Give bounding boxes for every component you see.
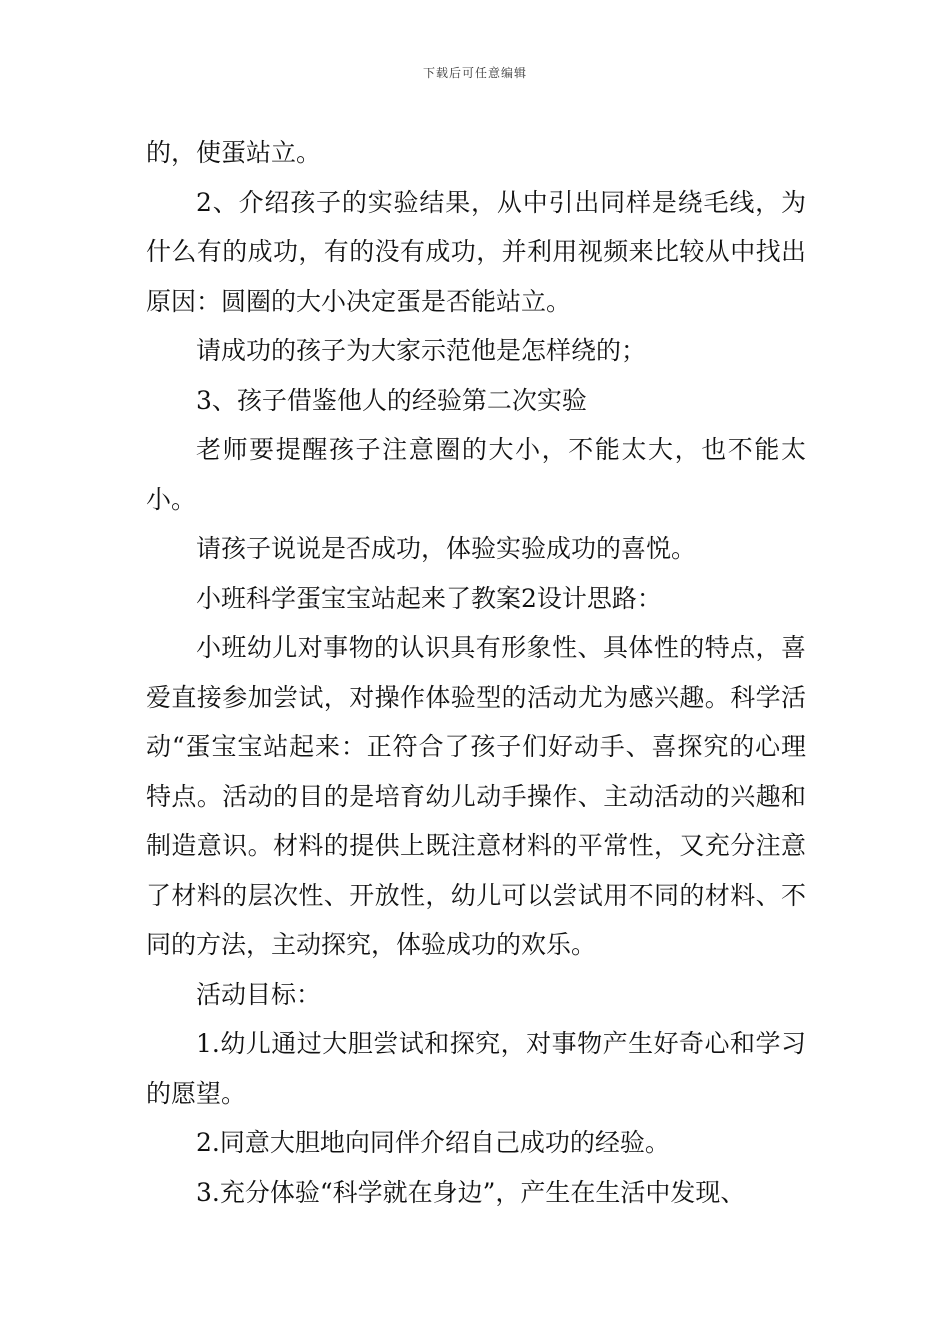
paragraph-8: 小班幼儿对事物的认识具有形象性、具体性的特点，喜爱直接参加尝试，对操作体验型的活动尤为感兴趣。科学活动“蛋宝宝站起来：正符合了孩子们好动手、喜探究的心理特点。活动的目的是培育幼儿动手操作、主动活动的兴趣和制造意识。材料的提供上既注意材料的平常性，又充分注意了材料的层次性、开放性，幼儿可以尝试用不同的材料、不同的方法，主动探究，体验成功的欢乐。	[146, 633, 806, 959]
paragraph-3: 请成功的孩子为大家示范他是怎样绕的；	[196, 336, 647, 365]
document-body	[146, 128, 806, 1217]
paragraph-12: 3.充分体验“科学就在身边”，产生在生活中发现、	[196, 1177, 746, 1207]
paragraph-7: 小班科学蛋宝宝站起来了教案2设计思路：	[196, 583, 662, 613]
paragraph-6: 请孩子说说是否成功，体验实验成功的喜悦。	[196, 534, 697, 563]
paragraph-9: 活动目标：	[196, 979, 322, 1009]
paragraph-4: 3、孩子借鉴他人的经验第二次实验	[196, 385, 587, 415]
paragraph-2: 2、介绍孩子的实验结果，从中引出同样是绕毛线，为什么有的成功，有的没有成功，并利用视频来比较从中找出原因：圆圈的大小决定蛋是否能站立。	[146, 187, 806, 316]
page-header: 下载后可任意编辑	[422, 66, 527, 80]
paragraph-1: 的，使蛋站立。	[146, 138, 322, 167]
paragraph-10: 1.幼儿通过大胆尝试和探究，对事物产生好奇心和学习的愿望。	[146, 1029, 806, 1108]
paragraph-5: 老师要提醒孩子注意圈的大小，不能太大，也不能太小。	[146, 435, 806, 514]
paragraph-11: 2.同意大胆地向同伴介绍自己成功的经验。	[196, 1128, 670, 1157]
